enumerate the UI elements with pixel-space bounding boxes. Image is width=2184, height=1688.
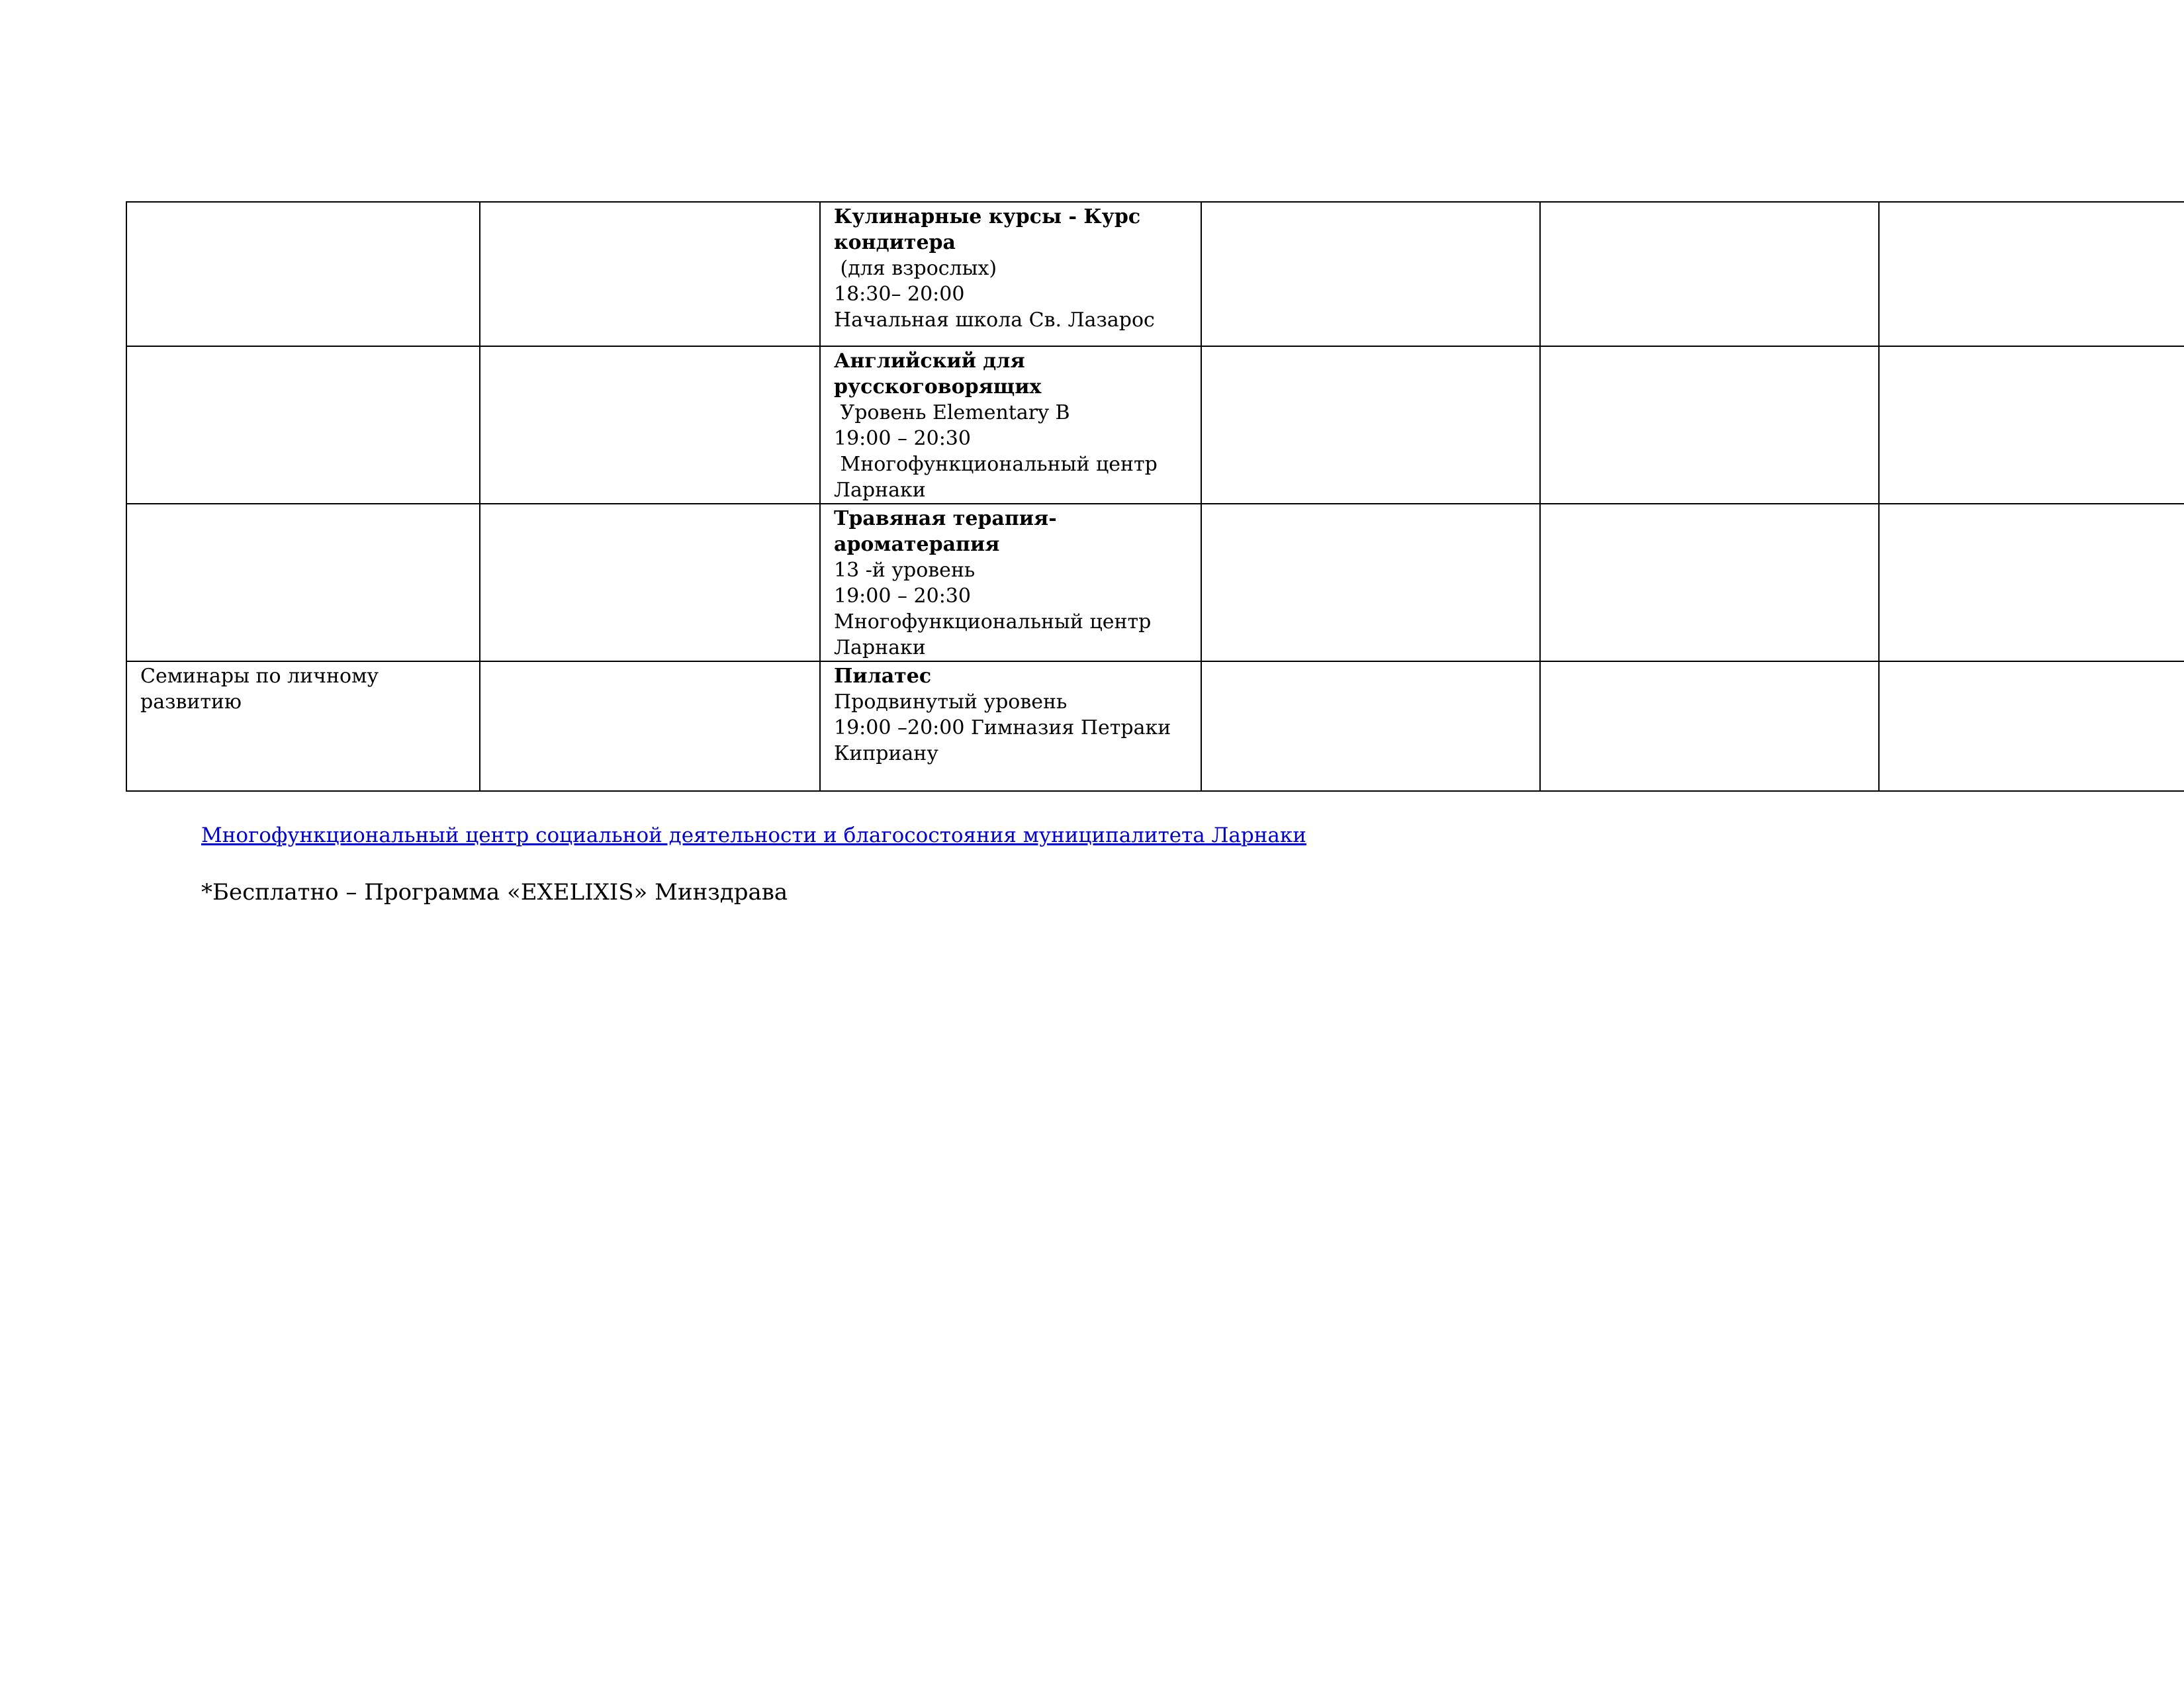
activity-title: Пилатес [834,665,932,688]
table-cell-empty [1540,504,1879,661]
schedule-table [126,201,2184,792]
activity-time: 19:00 – 20:30 [834,585,971,608]
table-row [126,202,2184,346]
table-cell-empty [1540,661,1879,791]
table-cell-empty [1201,504,1540,661]
activity-time: 19:00 – 20:30 [834,427,971,450]
activity-title: Английский для русскоговорящих [834,350,1042,399]
table-cell-empty [480,504,820,661]
activity-level: Уровень Elementary B [834,401,1070,424]
table-cell-category [126,202,480,346]
table-cell-activity [820,504,1201,661]
activity-time: 18:30– 20:00 [834,283,965,306]
table-cell-empty [1201,202,1540,346]
table-cell-empty [1879,661,2184,791]
category-text: Семинары по личному развитию [140,665,379,714]
table-cell-empty [1879,346,2184,504]
table-row [126,661,2184,791]
table-cell-empty [480,661,820,791]
table-cell-empty [480,202,820,346]
table-cell-activity [820,346,1201,504]
activity-location: Многофункциональный центр Ларнаки [834,453,1164,502]
table-cell-empty [1540,202,1879,346]
activity-title: Кулинарные курсы - Курс кондитера [834,205,1148,254]
footer-note: *Бесплатно – Программа «EXELIXIS» Минздрава [201,879,788,906]
activity-location: Начальная школа Св. Лазарос [834,308,1155,332]
activity-location: Многофункциональный центр Ларнаки [834,610,1158,659]
table-cell-empty [1201,346,1540,504]
table-cell-empty [480,346,820,504]
table-row [126,346,2184,504]
table-cell-empty [1201,661,1540,791]
table-cell-category [126,346,480,504]
table-cell-empty [1879,504,2184,661]
table-cell-empty [1540,346,1879,504]
table-cell-empty [1879,202,2184,346]
table-cell-category [126,661,480,791]
table-row [126,504,2184,661]
table-cell-activity [820,661,1201,791]
table-cell-category [126,504,480,661]
activity-title: Травяная терапия- ароматерапия [834,507,1064,556]
activity-level: Продвинутый уровень [834,690,1068,714]
activity-detail: (для взрослых) [834,257,997,280]
table-cell-activity [820,202,1201,346]
multifunctional-center-link[interactable]: Многофункциональный центр социальной деятельности и благосостояния муниципалитета Ларнаки [201,823,1306,847]
activity-time-location: 19:00 –20:00 Гимназия Петраки Киприану [834,716,1177,765]
activity-level: 13 -й уровень [834,559,976,582]
